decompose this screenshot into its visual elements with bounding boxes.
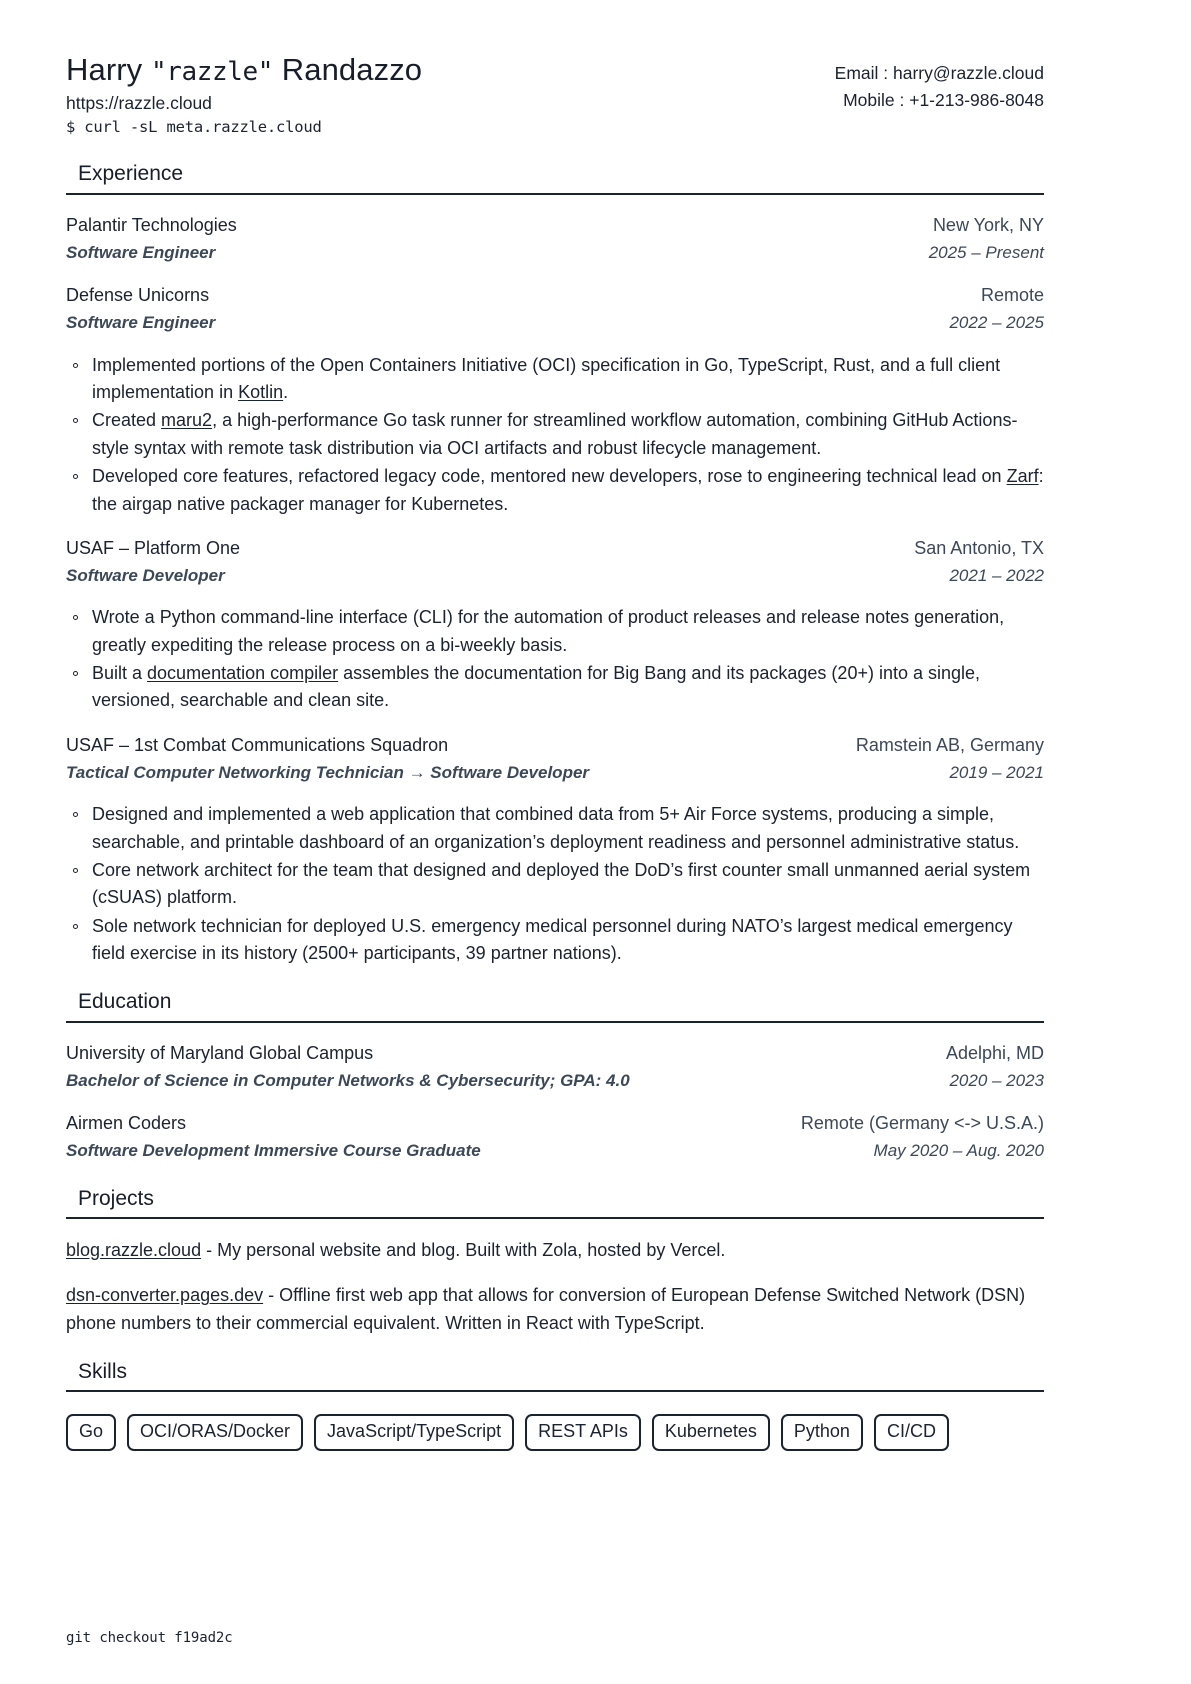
- bullet-list: [66, 801, 1044, 967]
- bullet-item: [66, 604, 1044, 659]
- project-item: [66, 1237, 1044, 1264]
- entry-location: Remote (Germany <-> U.S.A.): [800, 1113, 1044, 1134]
- bullet-list: [66, 352, 1044, 518]
- bullet-text: .: [283, 382, 289, 403]
- bullet-text: Core network architect for the team that designed and deployed the DoD’s first counter small unmanned aerial system (cSUAS) platform.: [92, 860, 1031, 908]
- entry-left: [66, 212, 237, 266]
- entry-role: Software Development Immersive Course Graduate: [66, 1141, 481, 1161]
- skill-pill[interactable]: OCI/ORAS/Docker: [127, 1414, 303, 1451]
- entry-row: [66, 212, 1044, 266]
- name-first: Harry: [66, 52, 151, 87]
- entry-left: [66, 1110, 481, 1164]
- bullet-text: Sole network technician for deployed U.S. emergency medical personnel during NATO’s largest medical emergency field exercise in its history (2500+ participants, 39 partner nations).: [92, 915, 1013, 964]
- entry-dates: May 2020 – Aug. 2020: [873, 1141, 1044, 1161]
- bullet-text: Designed and implemented a web application that combined data from 5+ Air Force systems, producing a simple, searchable, and printable dashboard of an organization’s deployment readiness and personnel administrative status.: [92, 804, 1020, 852]
- entry-location: San Antonio, TX: [914, 537, 1044, 558]
- bullet-item: [66, 660, 1044, 715]
- entry-organization: Defense Unicorns: [66, 285, 210, 306]
- project-description: - My personal website and blog. Built with Zola, hosted by Vercel.: [201, 1239, 726, 1260]
- bullet-list: [66, 604, 1044, 714]
- header-identity: [66, 52, 422, 139]
- entry-location: New York, NY: [932, 214, 1044, 235]
- entry-organization: Palantir Technologies: [66, 214, 237, 235]
- bullet-item: [66, 801, 1044, 856]
- entry-right: [946, 1040, 1044, 1094]
- section-heading-experience: Experience: [66, 161, 1044, 194]
- entry-left: [66, 732, 589, 786]
- bullet-text: Implemented portions of the Open Containers Initiative (OCI) specification in Go, TypeScript, Rust, and a full client implementation in: [92, 354, 1001, 403]
- entry-row: [66, 732, 1044, 786]
- bullet-text: Created: [92, 410, 162, 431]
- bullet-text: Wrote a Python command-line interface (CLI) for the automation of product releases and release notes generation, greatly expediting the release process on a bi-weekly basis.: [92, 607, 1005, 655]
- skill-pill[interactable]: JavaScript/TypeScript: [314, 1414, 514, 1451]
- bullet-link[interactable]: Zarf: [1006, 466, 1039, 487]
- entry-dates: 2020 – 2023: [949, 1070, 1044, 1090]
- entry-right: [801, 1110, 1044, 1164]
- entry-organization: USAF – 1st Combat Communications Squadron: [66, 734, 449, 755]
- bullet-item: [66, 857, 1044, 912]
- section-heading-skills: Skills: [66, 1359, 1044, 1392]
- entry-role: Tactical Computer Networking Technician → Software Developer: [66, 762, 590, 782]
- entry-role: Software Engineer: [66, 313, 216, 333]
- entry-left: [66, 282, 215, 336]
- education-entries: [66, 1040, 1044, 1164]
- skill-pill[interactable]: REST APIs: [525, 1414, 641, 1451]
- skill-pill[interactable]: Kubernetes: [652, 1414, 770, 1451]
- curl-command: $ curl -sL meta.razzle.cloud: [66, 118, 322, 137]
- skills-list: [66, 1414, 1044, 1451]
- entry-location: Ramstein AB, Germany: [855, 734, 1044, 755]
- entry-role: Software Developer: [66, 565, 225, 585]
- bullet-link[interactable]: Kotlin: [238, 382, 284, 403]
- resume-header: [66, 52, 1044, 139]
- bullet-text: Built a: [92, 663, 148, 684]
- project-link[interactable]: blog.razzle.cloud: [66, 1239, 202, 1260]
- entry-role: Bachelor of Science in Computer Networks & Cybersecurity; GPA: 4.0: [66, 1070, 630, 1090]
- entry-right: [929, 212, 1044, 266]
- bullet-text: Developed core features, refactored legacy code, mentored new developers, rose to engineering technical lead on: [92, 466, 1007, 487]
- page-title: [66, 52, 422, 89]
- projects-entries: [66, 1237, 1044, 1337]
- entry-right: [949, 282, 1044, 336]
- entry-left: [66, 535, 240, 589]
- project-link[interactable]: dsn-converter.pages.dev: [66, 1285, 264, 1306]
- section-heading-projects: Projects: [66, 1186, 1044, 1219]
- bullet-item: [66, 913, 1044, 968]
- skills-section: [66, 1359, 1044, 1451]
- bullet-link[interactable]: documentation compiler: [147, 663, 339, 684]
- entry-right: [914, 535, 1044, 589]
- projects-section: [66, 1186, 1044, 1337]
- project-description: - Offline first web app that allows for conversion of European Defense Switched Network (DSN) phone numbers to their commercial equivalent. Written in React with TypeScript.: [66, 1285, 1026, 1333]
- entry-right: [856, 732, 1044, 786]
- entry-row: [66, 535, 1044, 589]
- git-footer: git checkout f19ad2c: [66, 1630, 233, 1646]
- entry-dates: 2019 – 2021: [949, 762, 1044, 782]
- entry-location: Adelphi, MD: [945, 1042, 1044, 1063]
- email-line[interactable]: Email : harry@razzle.cloud: [834, 63, 1044, 83]
- bullet-item: [66, 407, 1044, 462]
- experience-entries: [66, 212, 1044, 968]
- entry-left: [66, 1040, 630, 1094]
- entry-row: [66, 1040, 1044, 1094]
- entry-row: [66, 282, 1044, 336]
- skill-pill[interactable]: Python: [781, 1414, 863, 1451]
- name-nickname: "razzle": [151, 57, 274, 87]
- entry-location: Remote: [980, 285, 1044, 306]
- entry-role: Software Engineer: [66, 242, 216, 262]
- experience-section: [66, 161, 1044, 967]
- entry-dates: 2021 – 2022: [949, 565, 1044, 585]
- bullet-text: assembles the documentation for Big Bang and its packages (20+) into a single, versioned, searchable and clean site.: [92, 663, 981, 711]
- section-heading-education: Education: [66, 989, 1044, 1022]
- entry-organization: Airmen Coders: [66, 1113, 187, 1134]
- project-item: [66, 1282, 1044, 1337]
- website-link[interactable]: https://razzle.cloud: [66, 92, 212, 113]
- education-section: [66, 989, 1044, 1163]
- name-last: Randazzo: [273, 52, 423, 87]
- entry-organization: University of Maryland Global Campus: [66, 1042, 374, 1063]
- bullet-link[interactable]: maru2: [161, 410, 213, 431]
- skill-pill[interactable]: Go: [66, 1414, 116, 1451]
- mobile-line[interactable]: Mobile : +1-213-986-8048: [843, 90, 1044, 111]
- bullet-item: [66, 463, 1044, 518]
- entry-organization: USAF – Platform One: [66, 537, 241, 558]
- entry-row: [66, 1110, 1044, 1164]
- entry-dates: 2022 – 2025: [949, 313, 1044, 333]
- contact-block: [835, 52, 1044, 114]
- bullet-item: [66, 352, 1044, 407]
- entry-dates: 2025 – Present: [928, 242, 1044, 262]
- skill-pill[interactable]: CI/CD: [874, 1414, 949, 1451]
- bullet-text: , a high-performance Go task runner for streamlined workflow automation, combining GitHub Actions-style syntax with remote task distribution via OCI artifacts and robust lifecycle management.: [92, 410, 1018, 458]
- bullet-text: : the airgap native packager manager for Kubernetes.: [92, 466, 1044, 514]
